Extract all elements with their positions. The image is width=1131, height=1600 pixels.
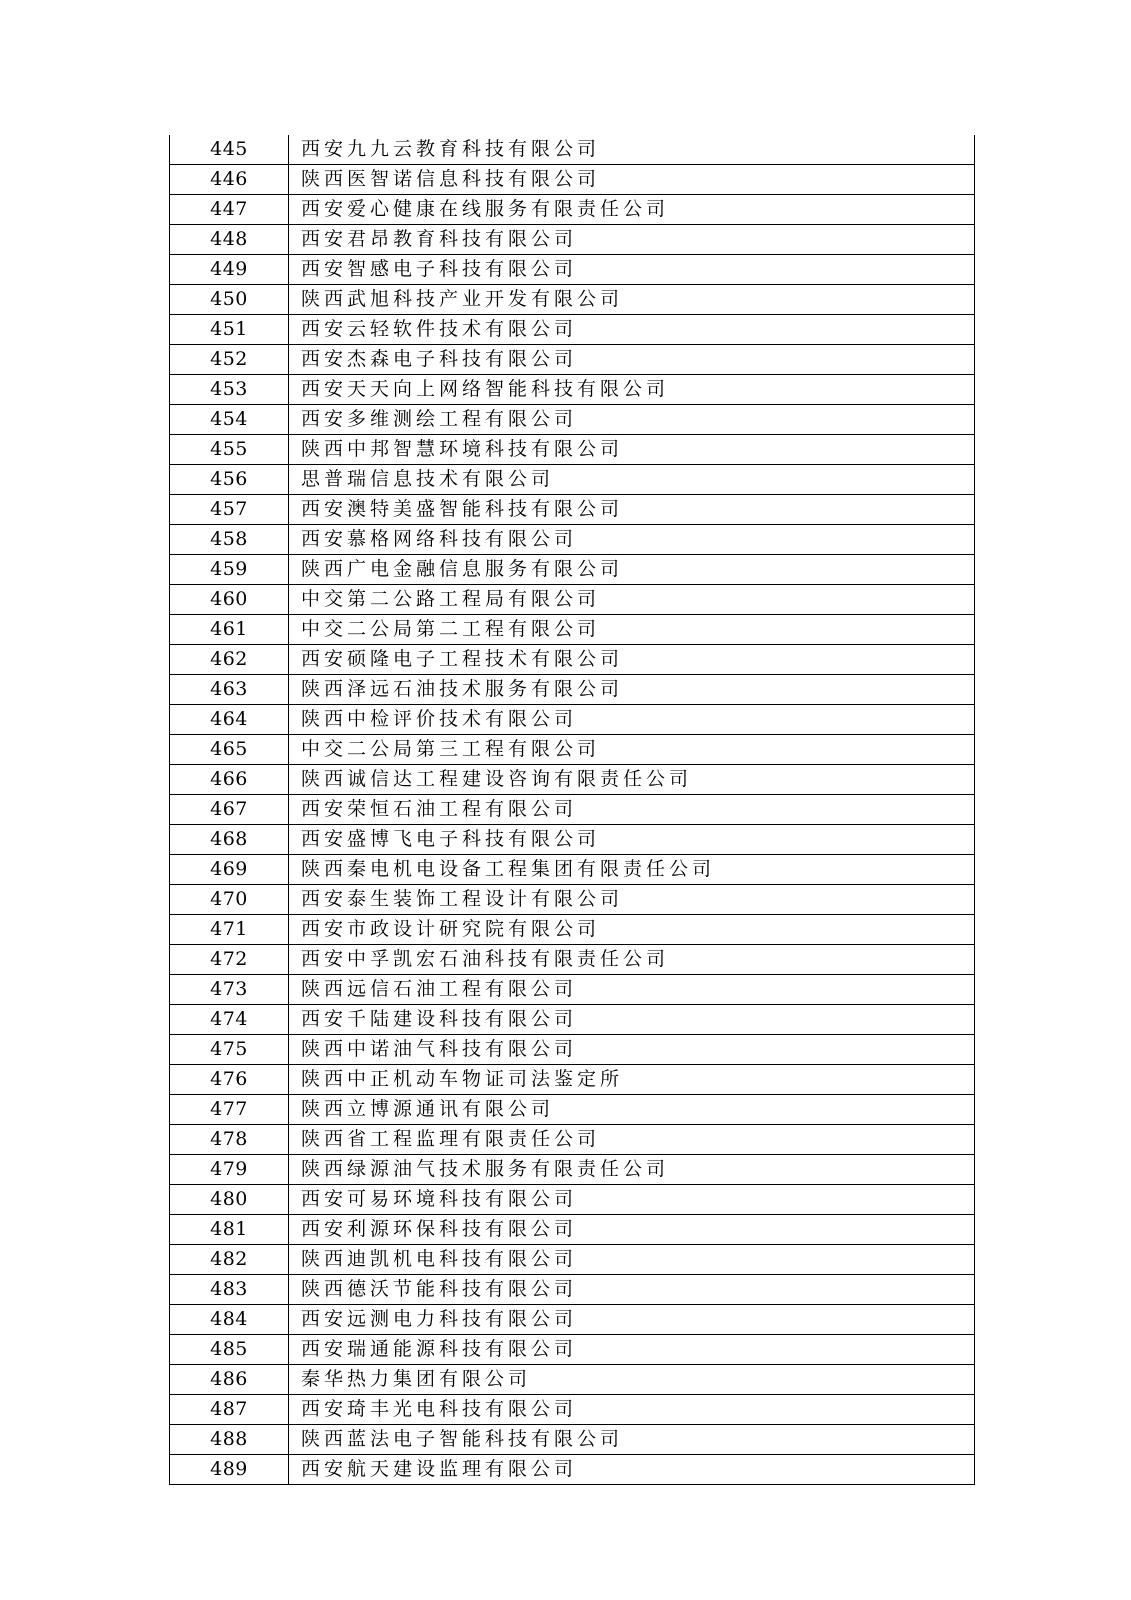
table-row	[170, 1425, 975, 1455]
table-row	[170, 855, 975, 885]
row-number: 485	[170, 1335, 289, 1365]
company-name: 西安远测电力科技有限公司	[289, 1305, 975, 1335]
row-number: 453	[170, 375, 289, 405]
company-name: 陕西中正机动车物证司法鉴定所	[289, 1065, 975, 1095]
row-number: 466	[170, 765, 289, 795]
table-row	[170, 675, 975, 705]
company-name: 陕西武旭科技产业开发有限公司	[289, 285, 975, 315]
table-row	[170, 375, 975, 405]
table-row	[170, 165, 975, 195]
table-row	[170, 1245, 975, 1275]
table-row	[170, 435, 975, 465]
table-row	[170, 1125, 975, 1155]
table-row	[170, 405, 975, 435]
table-row	[170, 285, 975, 315]
company-name: 思普瑞信息技术有限公司	[289, 465, 975, 495]
table-row	[170, 1365, 975, 1395]
company-name: 陕西立博源通讯有限公司	[289, 1095, 975, 1125]
company-name: 西安中孚凯宏石油科技有限责任公司	[289, 945, 975, 975]
company-name: 西安千陆建设科技有限公司	[289, 1005, 975, 1035]
company-name: 陕西省工程监理有限责任公司	[289, 1125, 975, 1155]
row-number: 477	[170, 1095, 289, 1125]
table-row	[170, 525, 975, 555]
company-name: 陕西德沃节能科技有限公司	[289, 1275, 975, 1305]
row-number: 479	[170, 1155, 289, 1185]
table-row	[170, 465, 975, 495]
company-name: 西安航天建设监理有限公司	[289, 1455, 975, 1485]
table-row	[170, 915, 975, 945]
table-row	[170, 1155, 975, 1185]
company-name: 陕西中检评价技术有限公司	[289, 705, 975, 735]
table-row	[170, 615, 975, 645]
table-row	[170, 315, 975, 345]
row-number: 462	[170, 645, 289, 675]
row-number: 454	[170, 405, 289, 435]
company-list-table	[169, 135, 975, 1485]
company-name: 陕西医智诺信息科技有限公司	[289, 165, 975, 195]
company-name: 西安盛博飞电子科技有限公司	[289, 825, 975, 855]
company-name: 陕西迪凯机电科技有限公司	[289, 1245, 975, 1275]
company-name: 西安智感电子科技有限公司	[289, 255, 975, 285]
table-row	[170, 255, 975, 285]
company-name: 陕西秦电机电设备工程集团有限责任公司	[289, 855, 975, 885]
table-row	[170, 1185, 975, 1215]
company-name: 西安硕隆电子工程技术有限公司	[289, 645, 975, 675]
row-number: 475	[170, 1035, 289, 1065]
company-name: 陕西远信石油工程有限公司	[289, 975, 975, 1005]
row-number: 449	[170, 255, 289, 285]
row-number: 480	[170, 1185, 289, 1215]
company-name: 陕西泽远石油技术服务有限公司	[289, 675, 975, 705]
row-number: 478	[170, 1125, 289, 1155]
row-number: 445	[170, 135, 289, 165]
table-body	[170, 135, 975, 1485]
row-number: 476	[170, 1065, 289, 1095]
row-number: 486	[170, 1365, 289, 1395]
table-row	[170, 705, 975, 735]
table-row	[170, 195, 975, 225]
row-number: 463	[170, 675, 289, 705]
table-row	[170, 945, 975, 975]
row-number: 472	[170, 945, 289, 975]
company-name: 西安澳特美盛智能科技有限公司	[289, 495, 975, 525]
company-name: 西安爱心健康在线服务有限责任公司	[289, 195, 975, 225]
table-row	[170, 735, 975, 765]
table-row	[170, 135, 975, 165]
row-number: 447	[170, 195, 289, 225]
row-number: 448	[170, 225, 289, 255]
table-row	[170, 1005, 975, 1035]
company-name: 西安天天向上网络智能科技有限公司	[289, 375, 975, 405]
row-number: 456	[170, 465, 289, 495]
table-row	[170, 795, 975, 825]
row-number: 473	[170, 975, 289, 1005]
table-row	[170, 975, 975, 1005]
row-number: 484	[170, 1305, 289, 1335]
company-name: 中交二公局第二工程有限公司	[289, 615, 975, 645]
row-number: 452	[170, 345, 289, 375]
table-row	[170, 1095, 975, 1125]
row-number: 482	[170, 1245, 289, 1275]
company-name: 陕西中邦智慧环境科技有限公司	[289, 435, 975, 465]
row-number: 460	[170, 585, 289, 615]
row-number: 458	[170, 525, 289, 555]
company-name: 西安君昂教育科技有限公司	[289, 225, 975, 255]
company-name: 西安慕格网络科技有限公司	[289, 525, 975, 555]
row-number: 469	[170, 855, 289, 885]
table-row	[170, 765, 975, 795]
row-number: 488	[170, 1425, 289, 1455]
table-row	[170, 585, 975, 615]
table-row	[170, 1035, 975, 1065]
table-row	[170, 1215, 975, 1245]
row-number: 483	[170, 1275, 289, 1305]
company-name: 中交二公局第三工程有限公司	[289, 735, 975, 765]
row-number: 468	[170, 825, 289, 855]
company-name: 西安云轻软件技术有限公司	[289, 315, 975, 345]
row-number: 467	[170, 795, 289, 825]
table-row	[170, 225, 975, 255]
table-row	[170, 495, 975, 525]
row-number: 464	[170, 705, 289, 735]
company-name: 西安多维测绘工程有限公司	[289, 405, 975, 435]
row-number: 459	[170, 555, 289, 585]
company-name: 陕西诚信达工程建设咨询有限责任公司	[289, 765, 975, 795]
table-row	[170, 885, 975, 915]
table-row	[170, 1305, 975, 1335]
row-number: 457	[170, 495, 289, 525]
company-name: 西安市政设计研究院有限公司	[289, 915, 975, 945]
table-row	[170, 1275, 975, 1305]
row-number: 461	[170, 615, 289, 645]
row-number: 451	[170, 315, 289, 345]
row-number: 471	[170, 915, 289, 945]
row-number: 474	[170, 1005, 289, 1035]
company-name: 陕西中诺油气科技有限公司	[289, 1035, 975, 1065]
table-row	[170, 645, 975, 675]
table-row	[170, 1455, 975, 1485]
row-number: 487	[170, 1395, 289, 1425]
company-name: 西安九九云教育科技有限公司	[289, 135, 975, 165]
company-name: 陕西广电金融信息服务有限公司	[289, 555, 975, 585]
table-row	[170, 555, 975, 585]
company-name: 陕西绿源油气技术服务有限责任公司	[289, 1155, 975, 1185]
company-name: 西安泰生装饰工程设计有限公司	[289, 885, 975, 915]
row-number: 465	[170, 735, 289, 765]
company-name: 西安琦丰光电科技有限公司	[289, 1395, 975, 1425]
company-name: 西安可易环境科技有限公司	[289, 1185, 975, 1215]
row-number: 489	[170, 1455, 289, 1485]
table-row	[170, 1335, 975, 1365]
company-name: 中交第二公路工程局有限公司	[289, 585, 975, 615]
row-number: 481	[170, 1215, 289, 1245]
table-row	[170, 1065, 975, 1095]
company-name: 西安利源环保科技有限公司	[289, 1215, 975, 1245]
table-row	[170, 1395, 975, 1425]
row-number: 470	[170, 885, 289, 915]
row-number: 450	[170, 285, 289, 315]
company-name: 西安杰森电子科技有限公司	[289, 345, 975, 375]
company-name: 西安荣恒石油工程有限公司	[289, 795, 975, 825]
company-name: 陕西蓝法电子智能科技有限公司	[289, 1425, 975, 1455]
table-row	[170, 345, 975, 375]
row-number: 455	[170, 435, 289, 465]
row-number: 446	[170, 165, 289, 195]
company-name: 西安瑞通能源科技有限公司	[289, 1335, 975, 1365]
table-row	[170, 825, 975, 855]
company-name: 秦华热力集团有限公司	[289, 1365, 975, 1395]
